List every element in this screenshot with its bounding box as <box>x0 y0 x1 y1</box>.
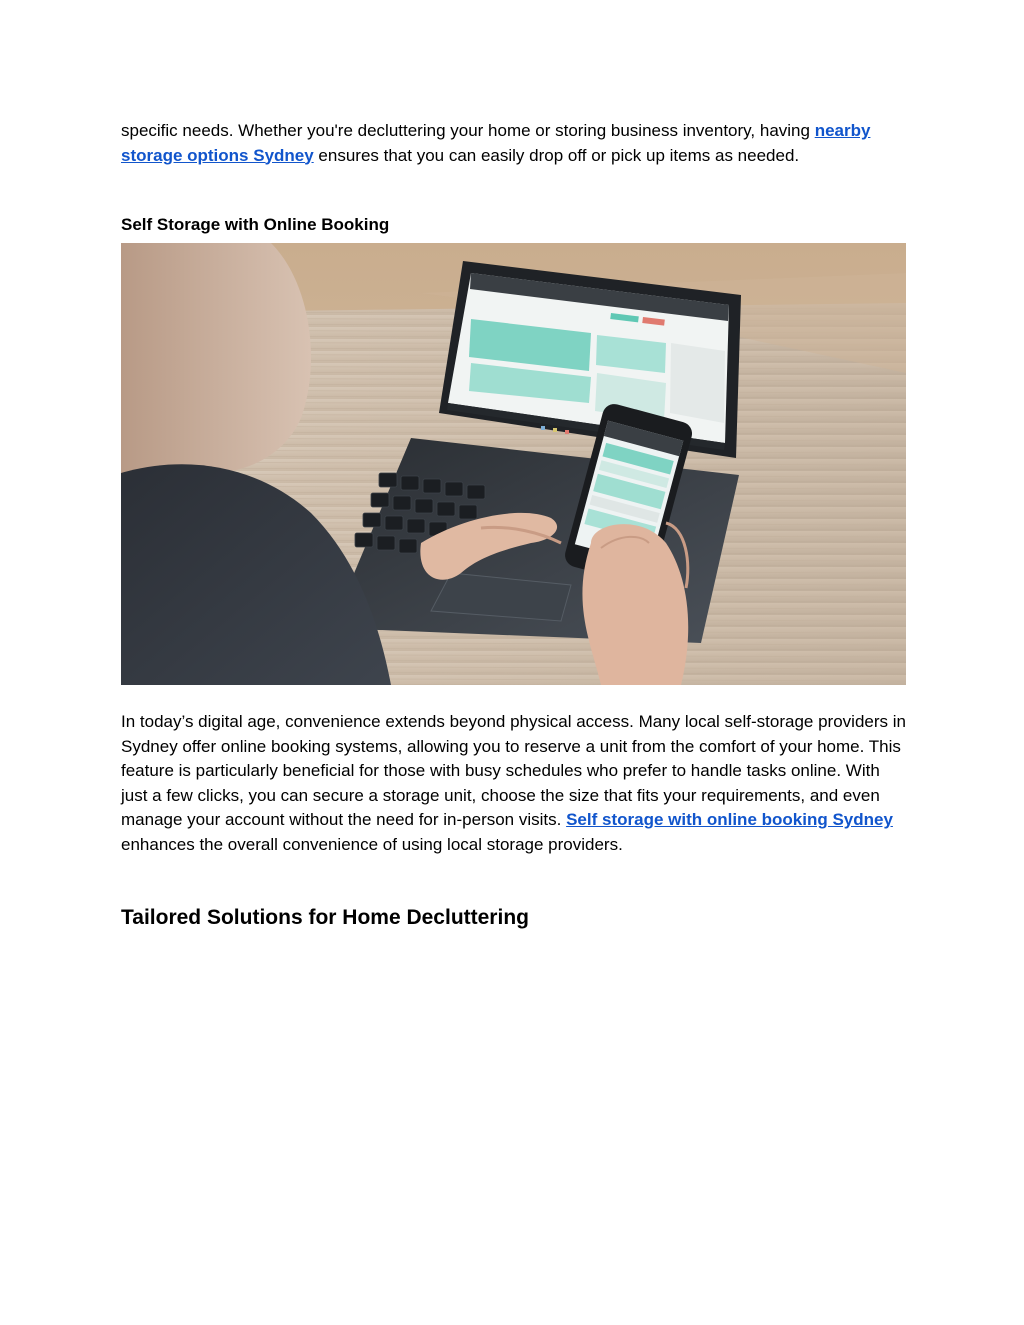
booking-text-after: enhances the overall convenience of using local storage providers. <box>121 834 623 854</box>
laptop-phone-photo <box>121 243 906 685</box>
booking-text-before: In today’s digital age, convenience extends beyond physical access. Many local self-storage providers in Sydney offer online booking systems, allowing you to reserve a unit from the comfort of your home. This feature is particularly beneficial for those with busy schedules who prefer to handle tasks online. With just a few clicks, you can secure a storage unit, choose the size that fits your requirements, and even manage your account without the need for in-person visits. <box>121 712 906 829</box>
intro-text-before: specific needs. Whether you're decluttering your home or storing business inventory, having <box>121 121 815 140</box>
intro-paragraph <box>121 119 907 168</box>
online-booking-paragraph <box>121 710 907 857</box>
nearby-storage-link[interactable]: nearby storage options Sydney <box>121 121 871 165</box>
section-heading-decluttering: Tailored Solutions for Home Decluttering <box>121 906 529 929</box>
section-subheading: Self Storage with Online Booking <box>121 215 390 234</box>
intro-text-after: ensures that you can easily drop off or pick up items as needed. <box>313 145 800 165</box>
online-booking-link[interactable]: Self storage with online booking Sydney <box>566 810 893 829</box>
photo-illustration <box>121 243 906 685</box>
